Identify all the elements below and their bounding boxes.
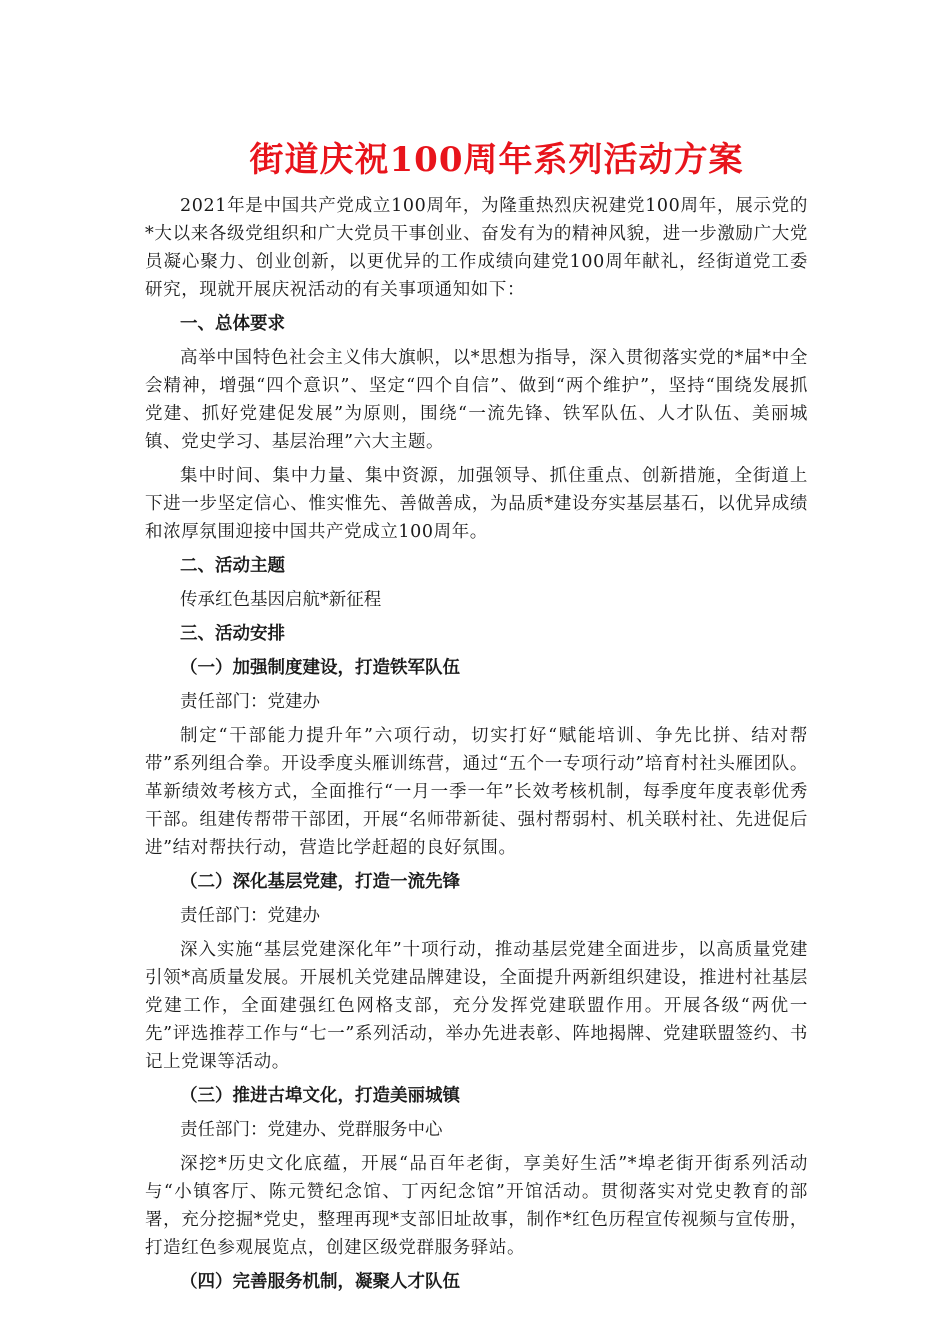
document-title: 街道庆祝100周年系列活动方案 (249, 140, 744, 180)
item2-body: 深入实施“基层党建深化年”十项行动，推动基层党建全面进步，以高质量党建引领*高质量发展。开展机关党建品牌建设，全面提升两新组织建设，推进村社基层党建工作，全面建强红色网格支部，充分发挥党建联盟作用。开展各级“两优一先”评选推荐工作与“七一”系列活动，举办先进表彰、阵地揭牌、党建联盟签约、书记上党课等活动。 (145, 940, 808, 1072)
document-page (145, 130, 808, 1296)
item1-heading: （一）加强制度建设，打造铁军队伍 (180, 658, 460, 678)
item1-department: 责任部门：党建办 (180, 692, 320, 712)
item4-heading: （四）完善服务机制，凝聚人才队伍 (180, 1272, 460, 1292)
item2-department: 责任部门：党建办 (180, 906, 320, 926)
section-heading-general-requirements: 一、总体要求 (180, 314, 285, 334)
item3-body: 深挖*历史文化底蕴，开展“品百年老街，享美好生活”*埠老街开街系列活动与“小镇客厅、陈元赞纪念馆、丁丙纪念馆”开馆活动。贯彻落实对党史教育的部署，充分挖掘*党史，整理再现*支部旧址故事，制作*红色历程宣传视频与宣传册，打造红色参观展览点，创建区级党群服务驿站。 (145, 1154, 808, 1258)
item2-heading: （二）深化基层党建，打造一流先锋 (180, 872, 460, 892)
item3-heading: （三）推进古埠文化，打造美丽城镇 (180, 1086, 460, 1106)
item1-body: 制定“干部能力提升年”六项行动，切实打好“赋能培训、争先比拼、结对帮带”系列组合拳。开设季度头雁训练营，通过“五个一专项行动”培育村社头雁团队。革新绩效考核方式，全面推行“一月一季一年”长效考核机制，每季度年度表彰优秀干部。组建传帮带干部团，开展“名师带新徒、强村帮弱村、机关联村社、先进促后进”结对帮扶行动，营造比学赶超的良好氛围。 (145, 726, 808, 858)
section1-paragraph-2: 集中时间、集中力量、集中资源，加强领导、抓住重点、创新措施，全街道上下进一步坚定信心、惟实惟先、善做善成，为品质*建设夯实基层基石，以优异成绩和浓厚氛围迎接中国共产党成立100周年。 (145, 466, 808, 542)
intro-paragraph: 2021年是中国共产党成立100周年，为隆重热烈庆祝建党100周年，展示党的*大以来各级党组织和广大党员干事创业、奋发有为的精神风貌，进一步激励广大党员凝心聚力、创业创新，以更优异的工作成绩向建党100周年献礼，经街道党工委研究，现就开展庆祝活动的有关事项通知如下： (145, 196, 808, 300)
item3-department: 责任部门：党建办、党群服务中心 (180, 1120, 443, 1140)
section1-paragraph-1: 高举中国特色社会主义伟大旗帜，以*思想为指导，深入贯彻落实党的*届*中全会精神，增强“四个意识”、坚定“四个自信”、做到“两个维护”，坚持“围绕发展抓党建、抓好党建促发展”为原则，围绕“一流先锋、铁军队伍、人才队伍、美丽城镇、党史学习、基层治理”六大主题。 (145, 348, 808, 452)
activity-theme-text: 传承红色基因启航*新征程 (180, 590, 382, 610)
section-heading-activity-theme: 二、活动主题 (180, 556, 285, 576)
section-heading-activity-arrangement: 三、活动安排 (180, 624, 285, 644)
